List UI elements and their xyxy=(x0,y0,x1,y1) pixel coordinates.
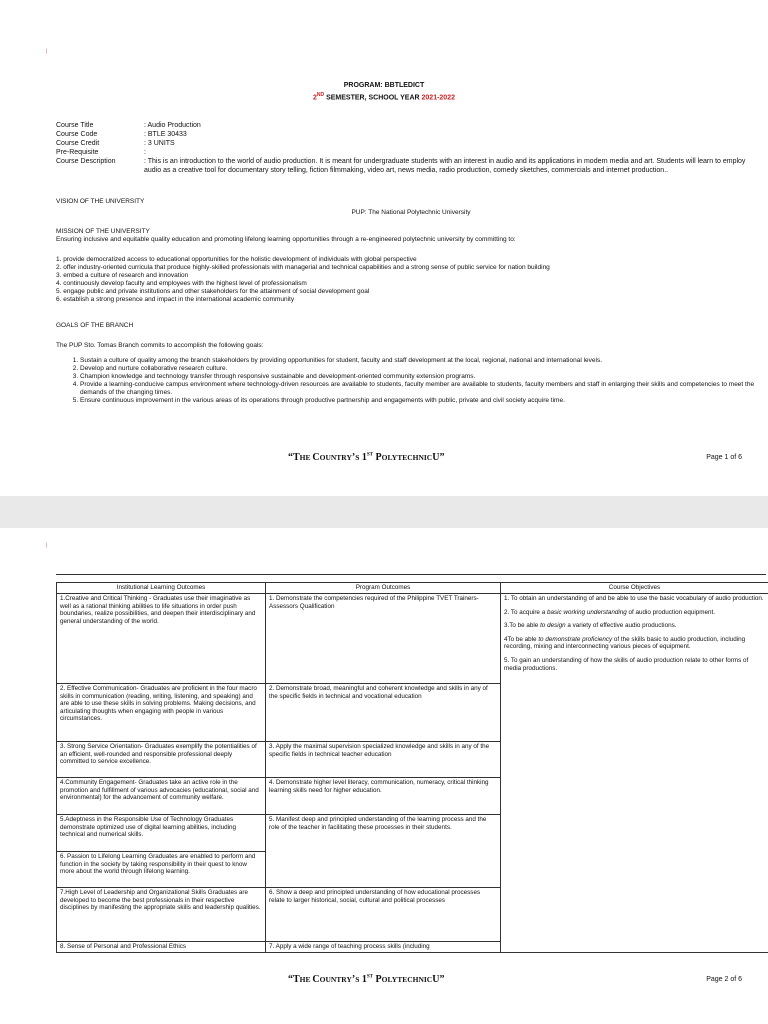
goals-list xyxy=(56,357,766,405)
ilo-cell: 3. Strong Service Orientation- Graduates exemplify the potentialities of an efficient, well-rounded and responsible professional deeply committed to service excellence. xyxy=(57,742,266,778)
mission-intro: Ensuring inclusive and equitable quality education and promoting lifelong learning opportunities through a re-engineered polytechnic university by committing to: xyxy=(56,236,516,243)
ilo-cell: 4.Community Engagement- Graduates take an active role in the promotion and fulfillment of various advocacies (educational, social and environmental) for the advancement of community welfare. xyxy=(57,778,266,815)
vision-heading: VISION OF THE UNIVERSITY xyxy=(56,198,145,205)
page-mark: — xyxy=(43,48,50,54)
page-gap xyxy=(0,496,768,528)
po-cell: 1. Demonstrate the competencies required of the Philippine TVET Trainers-Assessors Qualification xyxy=(266,594,501,684)
po-cell: 5. Manifest deep and principled understanding of the learning process and the role of the teacher in facilitating these processes in their students. xyxy=(266,815,501,888)
goal-item: 5. Ensure continuous improvement in the various areas of its operations through productive partnership and engagements with public, private and civil society acquire time. xyxy=(80,397,766,405)
course-info-row: Course Credit : 3 UNITS xyxy=(56,140,175,147)
mission-item: 3. embed a culture of research and innovation xyxy=(56,272,189,279)
mission-item: 4. continuously develop faculty and employees with the highest level of professionalism xyxy=(56,280,307,287)
document-page-2 xyxy=(0,528,768,1024)
page-number: Page 2 of 6 xyxy=(706,976,742,983)
ilo-cell: 7.High Level of Leadership and Organizational Skills Graduates are developed to become the best professionals in their respective disciplines by manifesting the appropriate skills and leadership qualities. xyxy=(57,888,266,942)
po-cell: 4. Demonstrate higher level literacy, communication, numeracy, critical thinking learning skills need for higher education. xyxy=(266,778,501,815)
ilo-cell: 6. Passion to Lifelong Learning Graduates are enabled to perform and function in the society by taking responsibility in their quest to know more about the world through lifelong learning. xyxy=(57,852,266,888)
goal-item: 4. Provide a learning-conducive campus environment where technology-driven resources are available to students, faculty member are available to students, faculty members and staff in enlarging their skills and competencies to meet the demands of the changing times. xyxy=(80,381,766,397)
footer-motto: “THE COUNTRY’S 1ST POLYTECHNICU” xyxy=(288,974,445,985)
document-page-1 xyxy=(0,0,768,496)
po-cell: 6. Show a deep and principled understanding of how educational processes relate to larger historical, social, cultural and political processes xyxy=(266,888,501,942)
page-mark: — xyxy=(43,542,50,548)
table-row xyxy=(57,594,768,684)
column-header: Institutional Learning Outcomes xyxy=(57,583,266,594)
goal-item: 1. Sustain a culture of quality among the branch stakeholders by providing opportunities for student, faculty and staff development at the local, regional, national and international levels. xyxy=(80,357,766,365)
ilo-cell: 8. Sense of Personal and Professional Ethics xyxy=(57,942,266,953)
column-header: Program Outcomes xyxy=(266,583,501,594)
page-number: Page 1 of 6 xyxy=(706,454,742,461)
mission-list xyxy=(56,256,766,304)
goal-item: 2. Develop and nurture collaborative research culture. xyxy=(80,365,766,373)
course-info-row: Pre-Requisite : xyxy=(56,149,146,156)
ilo-cell: 1.Creative and Critical Thinking - Graduates use their imaginative as well as a rational thinking abilities to life situations in order push boundaries, realize possibilities, and deepen their interdisciplinary and general understanding of the world. xyxy=(57,594,266,684)
outcomes-table xyxy=(56,582,768,953)
table-header-row xyxy=(57,583,768,594)
mission-heading: MISSION OF THE UNIVERSITY xyxy=(56,228,150,235)
vision-text: PUP: The National Polytechnic University xyxy=(351,209,471,216)
objective-item: 3.To be able to design a variety of effective audio productions. xyxy=(504,622,677,630)
semester-line: 2ND SEMESTER, SCHOOL YEAR 2021-2022 xyxy=(313,92,455,102)
goal-item: 3. Champion knowledge and technology transfer through responsive sustainable and development-oriented community extension programs. xyxy=(80,373,766,381)
objective-item: 1. To obtain an understanding of and be able to use the basic vocabulary of audio production. xyxy=(504,595,764,602)
course-info-row: Course Title : Audio Production xyxy=(56,122,201,129)
mission-item: 1. provide democratized access to educational opportunities for the holistic development of individuals with global perspective xyxy=(56,256,417,263)
ilo-cell: 2. Effective Communication- Graduates are proficient in the four macro skills in communication (reading, writing, listening, and speaking) and are able to use these skills in solving problems. Making decisions, and articulating thoughts when engaging with people in various circumstances. xyxy=(57,684,266,742)
ilo-cell: 5.Adeptness in the Responsible Use of Technology Graduates demonstrate optimized use of digital learning abilities, including technical and numerical skills. xyxy=(57,815,266,852)
po-cell: 2. Demonstrate broad, meaningful and coherent knowledge and skills in any of the specific fields in technical and vocational education xyxy=(266,684,501,742)
po-cell: 7. Apply a wide range of teaching process skills (including xyxy=(266,942,501,953)
course-objectives-cell xyxy=(501,594,768,953)
footer-motto: “THE COUNTRY’S 1ST POLYTECHNICU” xyxy=(288,452,445,463)
mission-item: 2. offer industry-oriented curricula that produce highly-skilled professionals with managerial and technical capabilities and a strong sense of public service for nation building xyxy=(56,264,550,271)
program-title: PROGRAM: BBTLEDICT xyxy=(343,82,425,89)
course-info-row: Course Code : BTLE 30433 xyxy=(56,131,187,138)
objective-item: 4To be able to demonstrate proficiency of the skills basic to audio production, including recording, mixing and interconnecting various pieces of equipment. xyxy=(504,635,746,651)
objective-item: 2. To acquire a basic working understanding of audio production equipment. xyxy=(504,608,715,616)
po-cell: 3. Apply the maximal supervision specialized knowledge and skills in any of the specific fields in technical teacher education xyxy=(266,742,501,778)
column-header: Course Objectives xyxy=(501,583,768,594)
mission-item: 5. engage public and private institutions and other stakeholders for the attainment of social development goal xyxy=(56,288,370,295)
objective-item: 5. To gain an understanding of how the skills of audio production relate to other forms of media productions. xyxy=(504,656,749,672)
mission-item: 6. establish a strong presence and impact in the international academic community xyxy=(56,296,295,303)
goals-heading: GOALS OF THE BRANCH xyxy=(56,322,134,329)
goals-intro: The PUP Sto. Tomas Branch commits to accomplish the following goals: xyxy=(56,342,264,349)
course-info xyxy=(56,121,756,175)
header-rule xyxy=(56,574,766,575)
course-info-row: Course Description : This is an introduction to the world of audio production. It is meant for undergraduate students with an interest in audio and its applications in modern media and art. Students will learn to employ audio as a creative tool for documentary story telling, fiction filmmaking, video art, news media, radio production, comedy sketches, commercials and internet production.. xyxy=(56,158,746,174)
